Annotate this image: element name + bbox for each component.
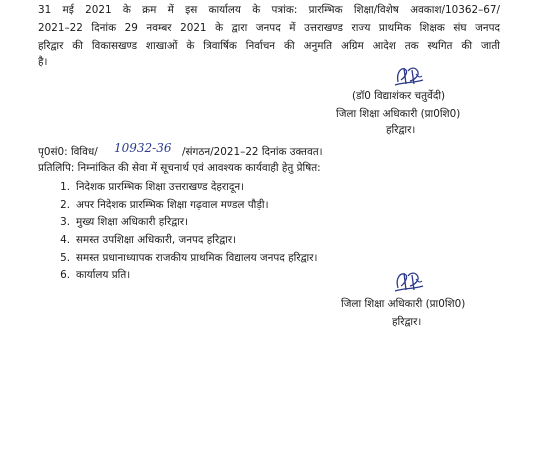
signatory-2-designation: जिला शिक्षा अधिकारी (प्रा0शि0): [341, 298, 466, 310]
list-item-text: समस्त प्रधानाध्यापक राजकीय प्राथमिक विद्यालय जनपद हरिद्वार।: [76, 252, 318, 264]
body-line-1: 31 मई 2021 के क्रम में इस कार्यालय के पत्रांक: प्रारम्भिक शिक्षा/विशेष अवकाश/10362–67/: [38, 4, 500, 16]
body-line-3: हरिद्वार की विकासखण्ड शाखाओं के त्रिवार्षिक निर्वाचन की अनुमति अग्रिम आदेश तक स्थगित की जाती: [38, 40, 500, 52]
list-item-number: 6.: [60, 269, 70, 281]
list-item-number: 2.: [60, 199, 70, 211]
list-item-text: निदेशक प्रारम्भिक शिक्षा उत्तराखण्ड देहरादून।: [76, 181, 245, 193]
list-item-number: 3.: [60, 216, 70, 228]
reference-suffix: /संगठन/2021–22 दिनांक उक्तवत।: [182, 146, 323, 158]
signatory-1-designation: जिला शिक्षा अधिकारी (प्रा0शि0): [336, 108, 461, 120]
list-item-number: 4.: [60, 234, 70, 246]
signatory-1-place: हरिद्वार।: [386, 124, 416, 136]
reference-prefix: पृ0सं0: विविध/: [38, 146, 98, 158]
list-item-text: समस्त उपशिक्षा अधिकारी, जनपद हरिद्वार।: [76, 234, 237, 246]
signature-1: [392, 62, 426, 90]
signature-2: [392, 266, 426, 296]
body-line-2: 2021–22 दिनांक 29 नवम्बर 2021 के द्वारा जनपद में उत्तराखण्ड राज्य प्राथमिक शिक्षक संघ जनपद: [38, 22, 500, 34]
list-item-number: 5.: [60, 252, 70, 264]
signatory-1-name: (डॉ0 विद्याशंकर चतुर्वेदी): [352, 90, 446, 102]
list-item-text: अपर निदेशक प्रारम्भिक शिक्षा गढ़वाल मण्डल पौड़ी।: [76, 199, 269, 211]
signatory-2-place: हरिद्वार।: [392, 316, 422, 328]
list-item-text: मुख्य शिक्षा अधिकारी हरिद्वार।: [76, 216, 189, 228]
list-item-text: कार्यालय प्रति।: [76, 269, 131, 281]
reference-handwritten-number: 10932-36: [114, 141, 172, 155]
body-line-4: है।: [38, 56, 48, 68]
list-item-number: 1.: [60, 181, 70, 193]
copy-to-heading: प्रतिलिपि: निम्नांकित की सेवा में सूचनार्थ एवं आवश्यक कार्यवाही हेतु प्रेषित:: [38, 162, 321, 174]
